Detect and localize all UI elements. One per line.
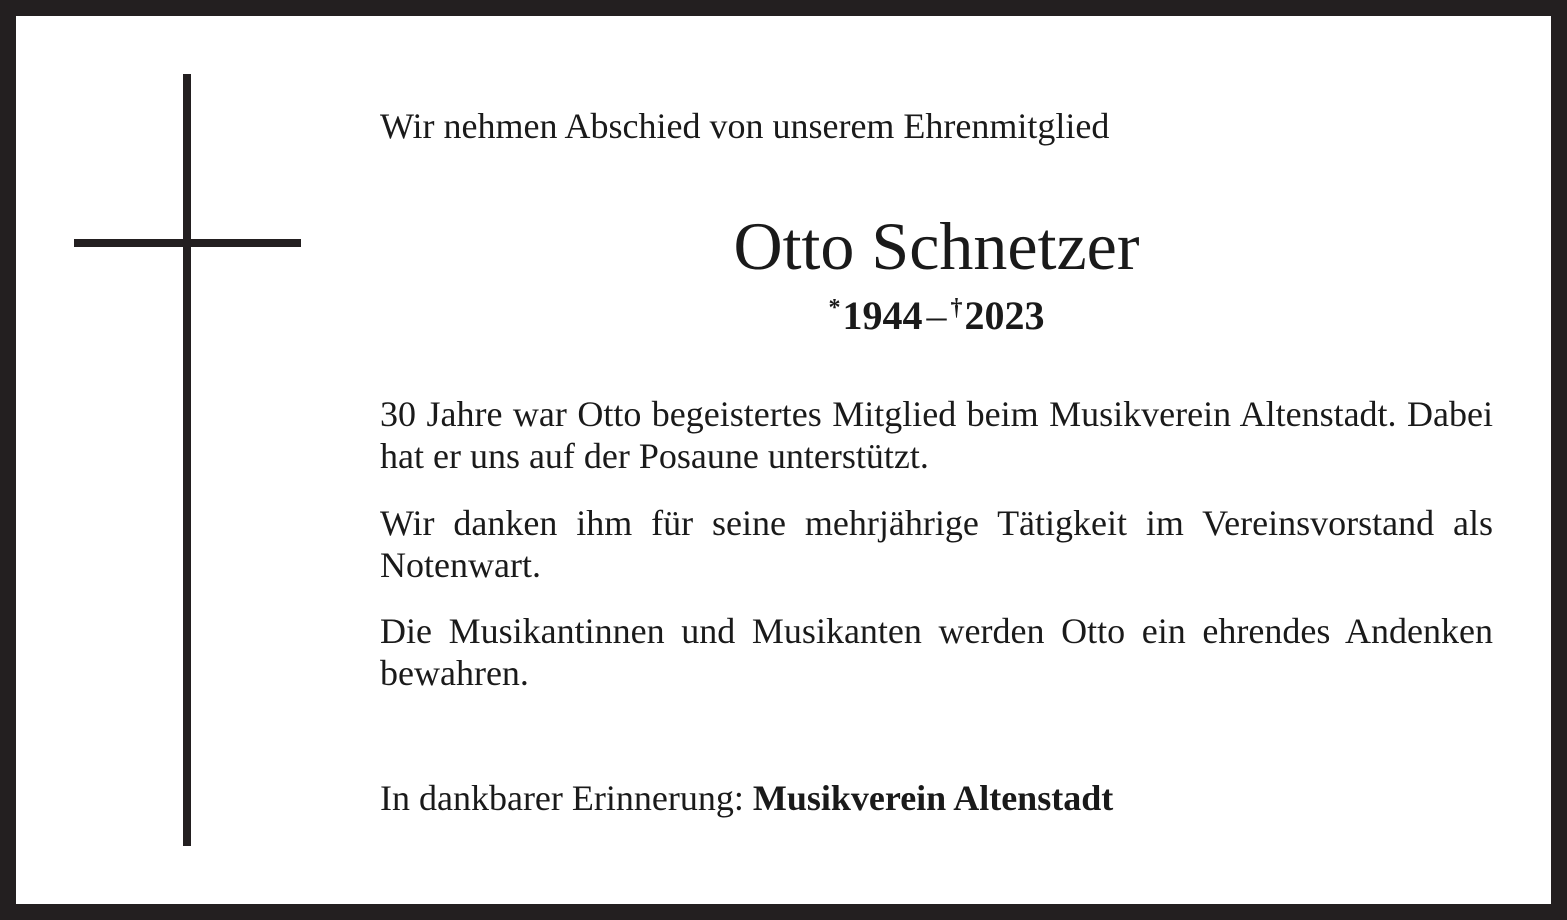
cross-vertical-bar	[183, 74, 191, 846]
intro-line: Wir nehmen Abschied von unserem Ehrenmitglied	[380, 106, 1110, 146]
closing-organization: Musikverein Altenstadt	[752, 778, 1114, 818]
birth-symbol: *	[828, 295, 841, 321]
birth-year: 1944	[842, 293, 923, 338]
paragraph-membership: 30 Jahre war Otto begeistertes Mitglied beim Musikverein Altenstadt. Dabei hat er uns auf der Posaune unterstützt.	[380, 394, 1493, 476]
paragraph-thanks: Wir danken ihm für seine mehrjährige Tätigkeit im Vereinsvorstand als Notenwart.	[380, 503, 1493, 585]
closing-line	[380, 776, 1113, 820]
paragraph-remembrance: Die Musikantinnen und Musikanten werden Otto ein ehrendes Andenken bewahren.	[380, 611, 1493, 693]
life-dates	[380, 284, 1493, 340]
deceased-name: Otto Schnetzer	[733, 208, 1140, 284]
death-year: 2023	[964, 293, 1045, 338]
death-symbol: †	[950, 295, 963, 321]
date-separator: –	[926, 293, 947, 338]
closing-prefix: In dankbarer Erinnerung:	[380, 778, 744, 818]
cross-horizontal-bar	[74, 239, 301, 247]
